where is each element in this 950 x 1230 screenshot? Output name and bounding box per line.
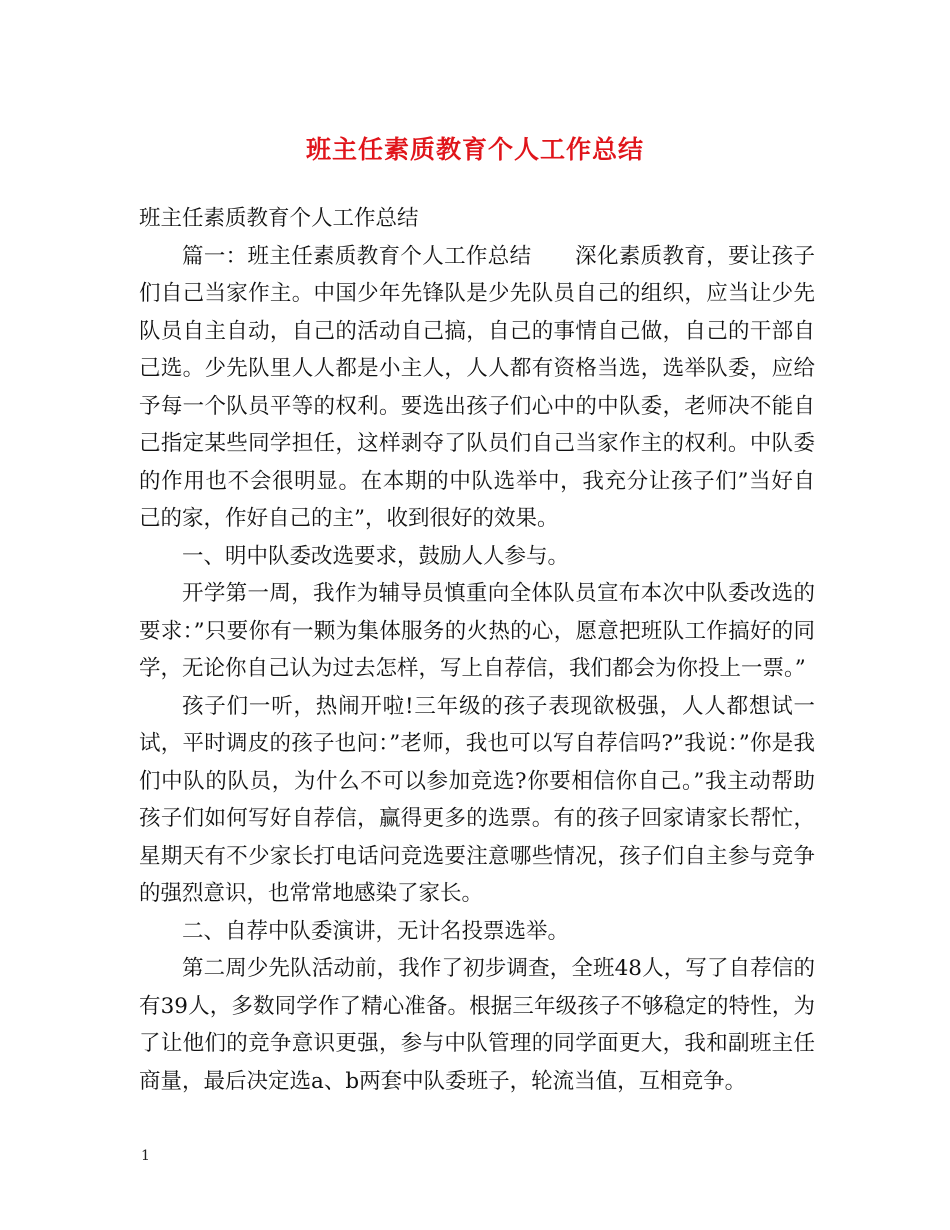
page-number: 1 [141,1148,150,1164]
document-body [139,200,815,1100]
section-heading: 一、明中队委改选要求，鼓励人人参与。 [182,543,570,569]
body-paragraph: 篇一：班主任素质教育个人工作总结 深化素质教育，要让孩子们自己当家作主。中国少年先锋队是少先队员自己的组织，应当让少先队员自主自动，自己的活动自己搞，自己的事情自己做，自己的干部自己选。少先队里人人都是小主人，人人都有资格当选，选举队委，应给予每一个队员平等的权利。要选出孩子们心中的中队委，老师决不能自己指定某些同学担任，这样剥夺了队员们自己当家作主的权利。中队委的作用也不会很明显。在本期的中队选举中，我充分让孩子们”当好自己的家，作好自己的主”，收到很好的效果。 [139,243,815,531]
body-paragraph: 孩子们一听，热闹开啦!三年级的孩子表现欲极强，人人都想试一试，平时调皮的孩子也问：”老师，我也可以写自荐信吗?”我说：”你是我们中队的队员，为什么不可以参加竞选?你要相信你自己。”我主动帮助孩子们如何写好自荐信，赢得更多的选票。有的孩子回家请家长帮忙，星期天有不少家长打电话问竞选要注意哪些情况，孩子们自主参与竞争的强烈意识，也常常地感染了家长。 [139,693,815,906]
body-paragraph: 第二周少先队活动前，我作了初步调查，全班48人，写了自荐信的有39人，多数同学作了精心准备。根据三年级孩子不够稳定的特性，为了让他们的竞争意识更强，参与中队管理的同学面更大，我和副班主任商量，最后决定选a、b两套中队委班子，轮流当值，互相竞争。 [139,956,815,1094]
section-heading: 二、自荐中队委演讲，无计名投票选举。 [182,918,570,944]
document-title: 班主任素质教育个人工作总结 [305,135,644,164]
body-paragraph: 开学第一周，我作为辅导员慎重向全体队员宣布本次中队委改选的要求：”只要你有一颗为集体服务的火热的心，愿意把班队工作搞好的同学，无论你自己认为过去怎样，写上自荐信，我们都会为你投上一票。” [139,581,815,681]
subtitle-paragraph: 班主任素质教育个人工作总结 [139,206,419,231]
